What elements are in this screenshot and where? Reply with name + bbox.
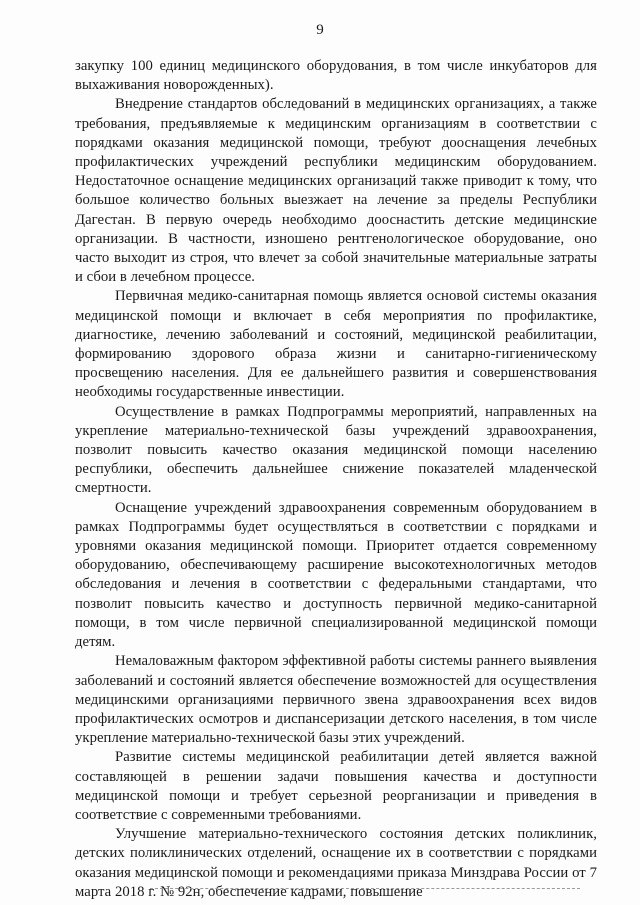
paragraph-equipment: Оснащение учреждений здравоохранения современным оборудованием в рамках Подпрограммы будет осуществляться в соответствии с порядками и уровнями оказания медицинской помощи. Приоритет отдается современному оборудованию, обеспечивающему расширение высокотехнологичных методов обследования и лечения в соответствии с федеральными стандартами, что позволит повысить качество и доступность первичной медико-санитарной помощи, в том числе первичной специализированной медицинской помощи детям. (75, 499, 597, 651)
paragraph-polyclinics: Улучшение материально-технического состояния детских поликлиник, детских поликлинических отделений, оснащение их в соответствии с порядками оказания медицинской помощи и рекомендациями приказа Минздрава России от 7 марта 2018 г. № 92н, обеспечение кадрами, повышение (75, 826, 597, 900)
paragraph-early-detection: Немаловажным фактором эффективной работы системы раннего выявления заболеваний и состояний является обеспечение возможностей для осуществления медицинскими организациями первичного звена здравоохранения всех видов профилактических осмотров и диспансеризации детского населения, в том числе укрепление материально-технической базы этих учреждений. (75, 653, 597, 747)
bottom-scan-rule (150, 888, 580, 889)
paragraph-standards: Внедрение стандартов обследований в медицинских организациях, а также требования, предъявляемые к медицинским организациям в соответствии с порядками оказания медицинской помощи, требуют дооснащения лечебных профилактических учреждений республики медицинским оборудованием. Недостаточное оснащение медицинских организаций также приводит к тому, что большое количество больных выезжает на лечение за пределы Республики Дагестан. В первую очередь необходимо дооснастить детские медицинские организации. В частности, изношено рентгенологическое оборудование, оно часто выходит из строя, что влечет за собой значительные материальные затраты и сбои в лечебном процессе. (75, 96, 597, 286)
paragraph-rehabilitation: Развитие системы медицинской реабилитации детей является важной составляющей в решении задачи повышения качества и доступности медицинской помощи и требует серьезной реорганизации и приведения в соответствие с современными требованиями. (75, 749, 597, 823)
paragraph-subprogram-measures: Осуществление в рамках Подпрограммы мероприятий, направленных на укрепление материально-технической базы учреждений здравоохранения, позволит повысить качество оказания медицинской помощи населению республики, обеспечить дальнейшее снижение показателей младенческой смертности. (75, 403, 597, 497)
document-body (75, 57, 597, 902)
page-number: 9 (316, 22, 324, 38)
paragraph-continuation: закупку 100 единиц медицинского оборудования, в том числе инкубаторов для выхаживания новорожденных). (75, 58, 597, 94)
paragraph-primary-care: Первичная медико-санитарная помощь является основой системы оказания медицинской помощи и включает в себя мероприятия по профилактике, диагностике, лечению заболеваний и состояний, медицинской реабилитации, формированию здорового образа жизни и санитарно-гигиеническому просвещению населения. Для ее дальнейшего развития и совершенствования необходимы государственные инвестиции. (75, 288, 597, 401)
